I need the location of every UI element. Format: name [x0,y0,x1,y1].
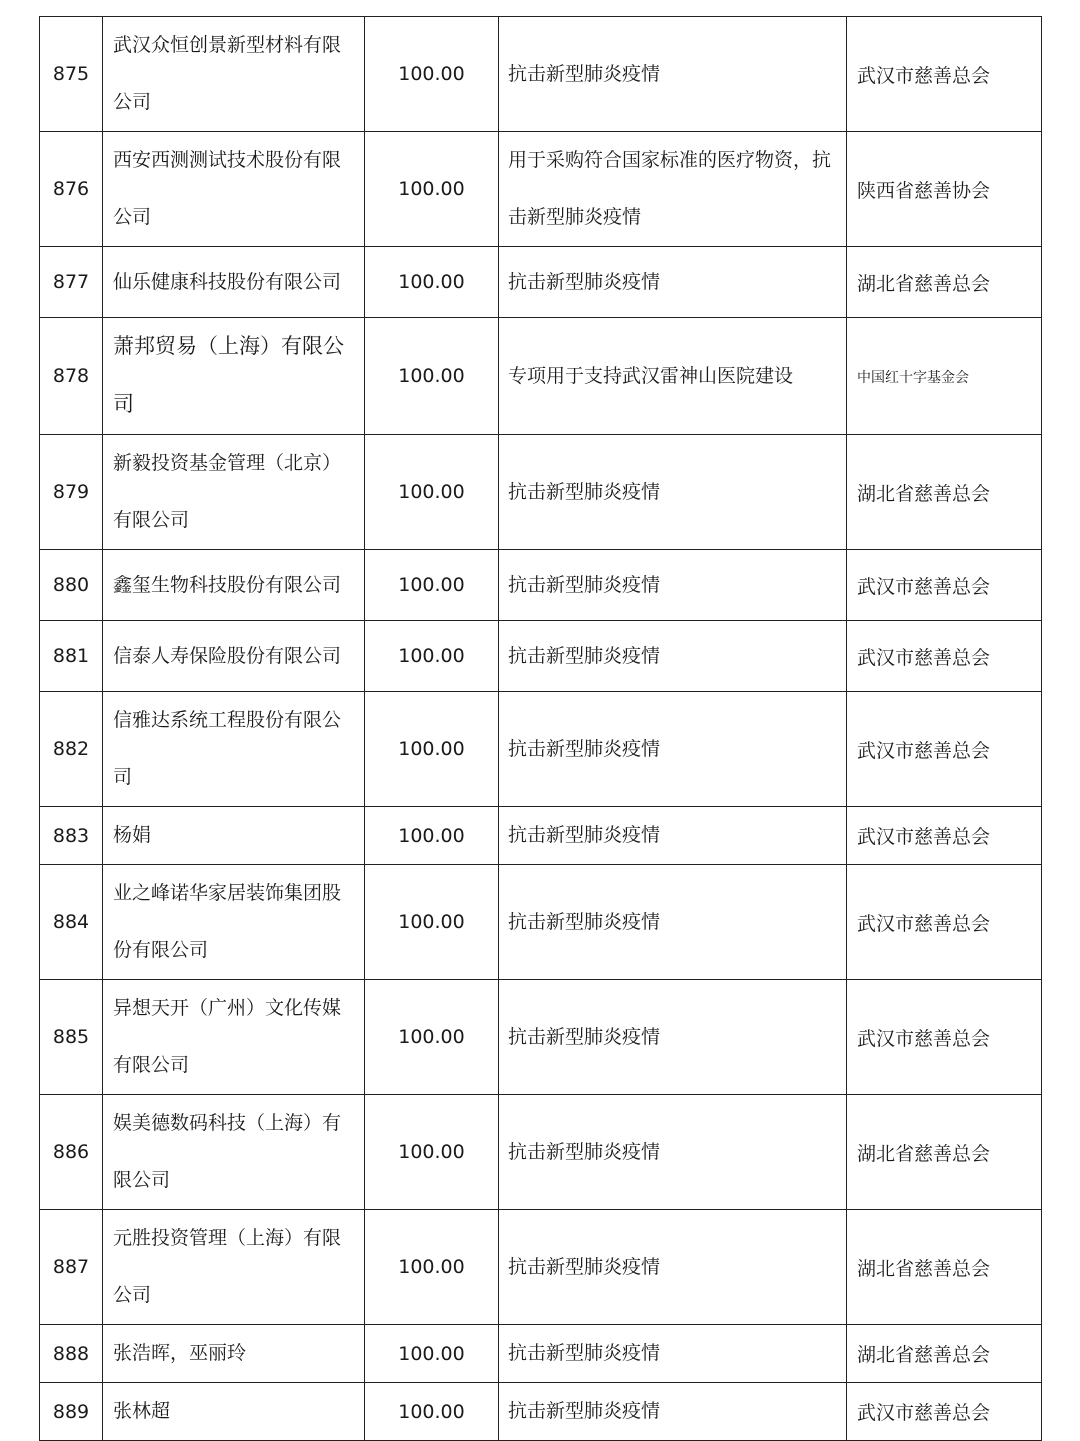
recipient-organization: 武汉市慈善总会 [847,980,1042,1095]
donor-name: 西安西测测试技术股份有限公司 [103,132,365,247]
row-number: 880 [40,550,103,621]
recipient-organization: 武汉市慈善总会 [847,621,1042,692]
donation-purpose: 抗击新型肺炎疫情 [499,1383,847,1441]
donation-purpose: 抗击新型肺炎疫情 [499,1210,847,1325]
row-number: 878 [40,318,103,435]
table-row [40,132,1042,247]
donor-name: 元胜投资管理（上海）有限公司 [103,1210,365,1325]
table-row [40,807,1042,865]
donation-amount: 100.00 [365,435,499,550]
row-number: 885 [40,980,103,1095]
row-number: 886 [40,1095,103,1210]
donation-purpose: 抗击新型肺炎疫情 [499,550,847,621]
recipient-organization: 湖北省慈善总会 [847,247,1042,318]
donation-purpose: 抗击新型肺炎疫情 [499,1095,847,1210]
donation-purpose: 抗击新型肺炎疫情 [499,435,847,550]
donation-purpose: 专项用于支持武汉雷神山医院建设 [499,318,847,435]
donor-name: 新毅投资基金管理（北京）有限公司 [103,435,365,550]
row-number: 883 [40,807,103,865]
donation-table [39,16,1042,1441]
recipient-organization: 武汉市慈善总会 [847,17,1042,132]
recipient-organization: 武汉市慈善总会 [847,692,1042,807]
table-row [40,1210,1042,1325]
row-number: 876 [40,132,103,247]
table-row [40,247,1042,318]
recipient-organization: 湖北省慈善总会 [847,435,1042,550]
table-row [40,435,1042,550]
recipient-organization-text: 中国红十字基金会 [857,370,969,386]
row-number: 887 [40,1210,103,1325]
donation-amount: 100.00 [365,318,499,435]
donation-amount: 100.00 [365,807,499,865]
donor-name: 信泰人寿保险股份有限公司 [103,621,365,692]
donation-amount: 100.00 [365,1210,499,1325]
table-row [40,1383,1042,1441]
donation-amount: 100.00 [365,550,499,621]
table-row [40,692,1042,807]
donation-amount: 100.00 [365,17,499,132]
donor-name: 信雅达系统工程股份有限公司 [103,692,365,807]
row-number: 889 [40,1383,103,1441]
donation-purpose: 抗击新型肺炎疫情 [499,692,847,807]
donation-amount: 100.00 [365,621,499,692]
donation-table-sheet [39,16,1041,1441]
donor-name [103,318,365,435]
donation-purpose: 抗击新型肺炎疫情 [499,17,847,132]
donation-amount: 100.00 [365,247,499,318]
donation-amount: 100.00 [365,980,499,1095]
table-row [40,17,1042,132]
donation-amount: 100.00 [365,132,499,247]
recipient-organization: 武汉市慈善总会 [847,865,1042,980]
donor-name: 仙乐健康科技股份有限公司 [103,247,365,318]
table-row [40,865,1042,980]
table-row [40,550,1042,621]
donation-amount: 100.00 [365,1383,499,1441]
donor-name: 张浩晖，巫丽玲 [103,1325,365,1383]
row-number: 884 [40,865,103,980]
table-row [40,980,1042,1095]
table-row [40,1095,1042,1210]
recipient-organization: 陕西省慈善协会 [847,132,1042,247]
donation-purpose: 抗击新型肺炎疫情 [499,247,847,318]
donor-name: 异想天开（广州）文化传媒有限公司 [103,980,365,1095]
donor-name: 鑫玺生物科技股份有限公司 [103,550,365,621]
row-number: 882 [40,692,103,807]
row-number: 875 [40,17,103,132]
donation-amount: 100.00 [365,865,499,980]
recipient-organization: 湖北省慈善总会 [847,1325,1042,1383]
donor-name: 杨娟 [103,807,365,865]
recipient-organization: 武汉市慈善总会 [847,550,1042,621]
row-number: 879 [40,435,103,550]
donation-purpose: 用于采购符合国家标准的医疗物资，抗击新型肺炎疫情 [499,132,847,247]
recipient-organization: 湖北省慈善总会 [847,1210,1042,1325]
donor-name: 业之峰诺华家居装饰集团股份有限公司 [103,865,365,980]
recipient-organization: 湖北省慈善总会 [847,1095,1042,1210]
donation-amount: 100.00 [365,1325,499,1383]
donation-amount: 100.00 [365,692,499,807]
donation-purpose: 抗击新型肺炎疫情 [499,980,847,1095]
donor-name-text: 萧邦贸易（上海）有限公司 [113,334,344,416]
donor-name: 娱美德数码科技（上海）有限公司 [103,1095,365,1210]
donation-amount: 100.00 [365,1095,499,1210]
table-row [40,1325,1042,1383]
table-row [40,318,1042,435]
donor-name: 张林超 [103,1383,365,1441]
donation-purpose: 抗击新型肺炎疫情 [499,621,847,692]
donation-purpose: 抗击新型肺炎疫情 [499,807,847,865]
donation-purpose: 抗击新型肺炎疫情 [499,865,847,980]
donation-purpose: 抗击新型肺炎疫情 [499,1325,847,1383]
donor-name: 武汉众恒创景新型材料有限公司 [103,17,365,132]
table-row [40,621,1042,692]
recipient-organization [847,318,1042,435]
row-number: 888 [40,1325,103,1383]
recipient-organization: 武汉市慈善总会 [847,1383,1042,1441]
row-number: 877 [40,247,103,318]
row-number: 881 [40,621,103,692]
recipient-organization: 武汉市慈善总会 [847,807,1042,865]
